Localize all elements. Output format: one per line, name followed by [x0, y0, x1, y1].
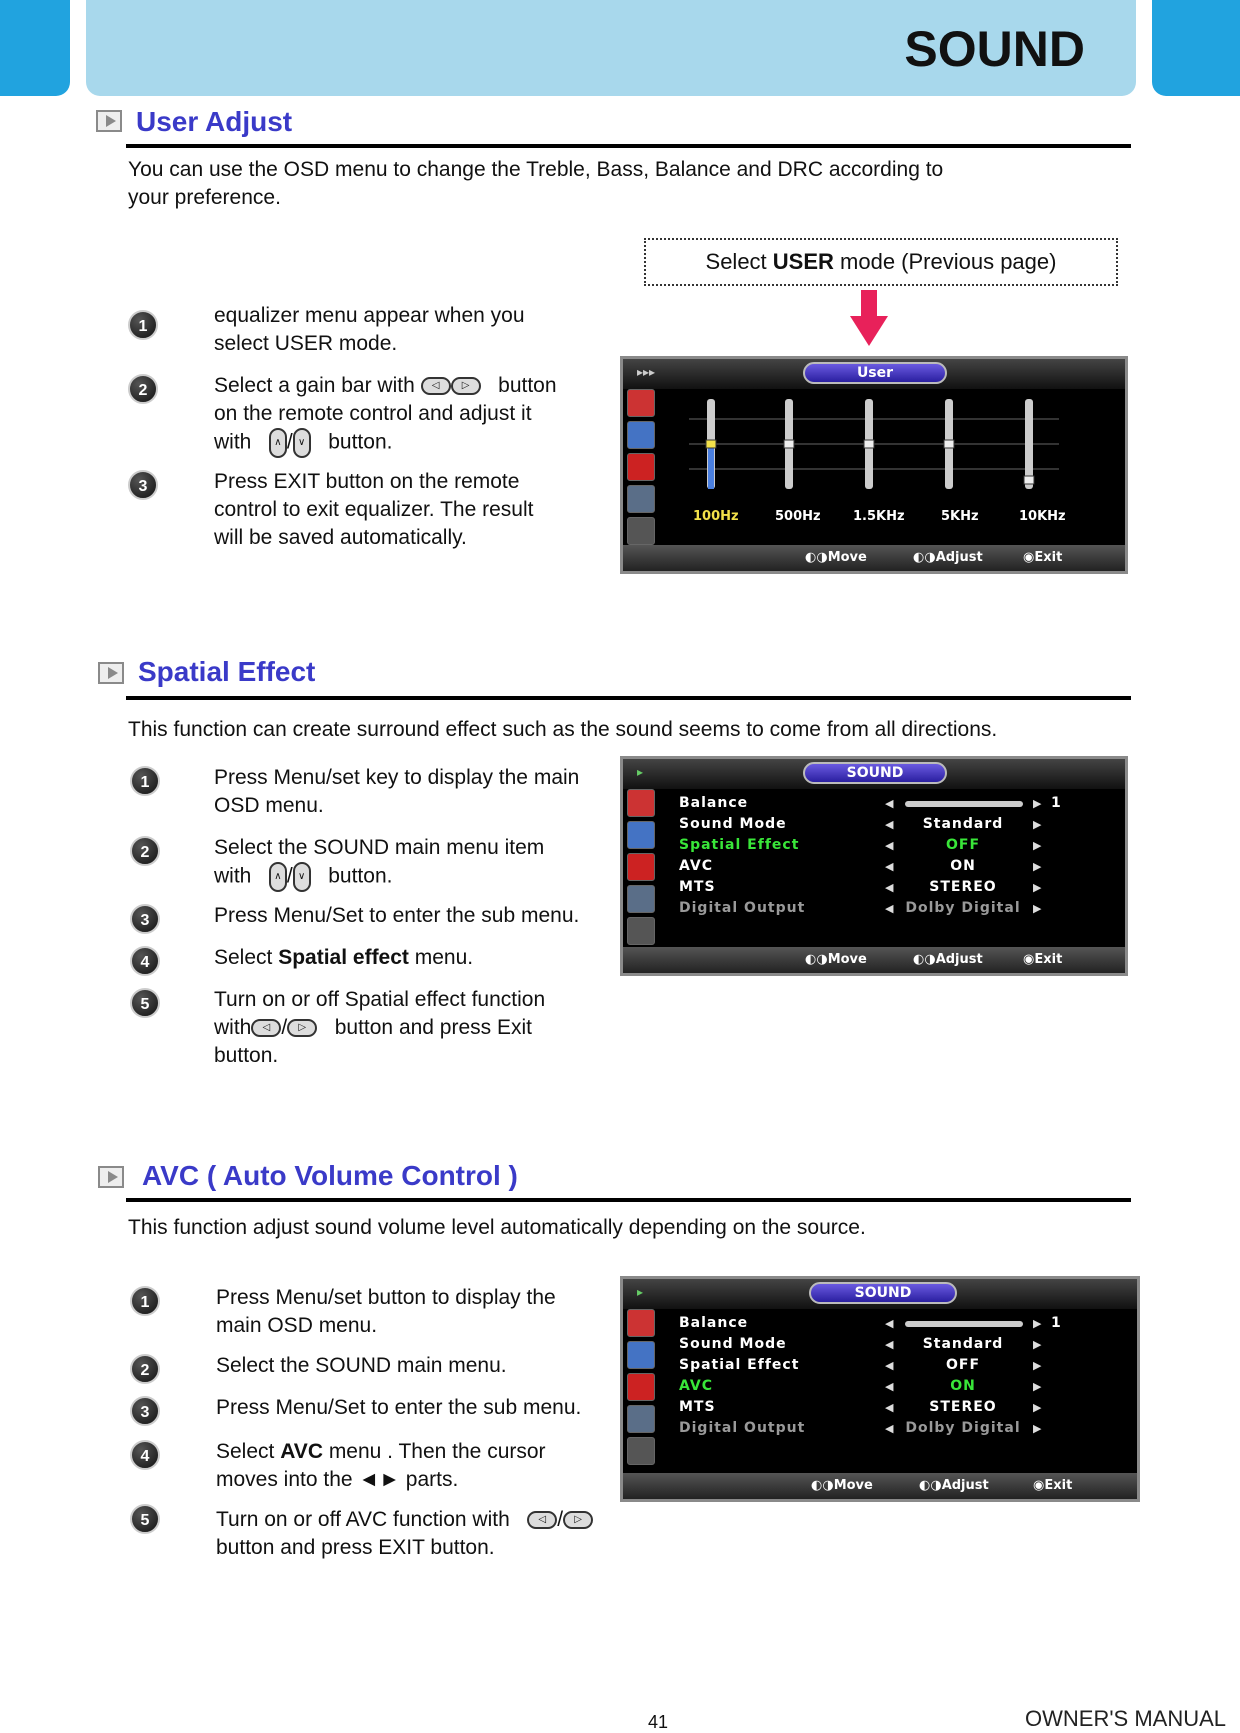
left-arrow-icon[interactable]: ◀ — [885, 1338, 894, 1351]
step-number: 3 — [130, 1396, 160, 1426]
adjust-hint: ◐◑ Adjust — [913, 947, 936, 973]
osd-menu-label[interactable]: Spatial Effect — [679, 1357, 800, 1373]
step-line: button. — [328, 430, 393, 454]
osd-title: User — [803, 362, 947, 384]
tv-menu-icon — [627, 1437, 655, 1465]
balance-slider[interactable] — [905, 801, 1023, 807]
band-label: 1.5KHz — [853, 509, 905, 524]
move-label: Move — [827, 550, 867, 565]
right-arrow-icon[interactable]: ▶ — [1033, 1422, 1042, 1435]
step-number: 3 — [128, 470, 158, 500]
step-number: 5 — [130, 988, 160, 1018]
osd-menu-label[interactable]: MTS — [679, 879, 716, 895]
band-label: 5KHz — [941, 509, 979, 524]
osd-arrows-icon: ▸▸▸ — [637, 365, 656, 379]
step-text — [214, 986, 619, 1070]
osd-menu-label[interactable]: AVC — [679, 858, 713, 874]
up-button-icon: ∧ — [269, 862, 287, 892]
left-arrow-icon[interactable]: ◀ — [885, 797, 894, 810]
time-menu-icon — [627, 885, 655, 913]
callout-select-user — [644, 238, 1118, 286]
header-left-tab — [0, 0, 70, 96]
separator: / — [557, 1508, 564, 1531]
move-label: Move — [827, 952, 867, 967]
picture-menu-icon — [627, 789, 655, 817]
osd-menu-label[interactable]: Sound Mode — [679, 816, 787, 832]
step-text — [214, 302, 619, 358]
balance-slider[interactable] — [905, 1321, 1023, 1327]
step-line: moves into the ◄► parts. — [216, 1468, 459, 1491]
left-arrow-icon[interactable]: ◀ — [885, 818, 894, 831]
step-text: Press Menu/Set to enter the sub menu. — [214, 904, 580, 927]
osd-title: SOUND — [809, 1282, 957, 1304]
separator: / — [281, 1016, 288, 1039]
tv-menu-icon — [627, 917, 655, 945]
step-text — [214, 834, 619, 892]
step-line: menu. — [408, 946, 474, 969]
left-arrow-icon[interactable]: ◀ — [885, 1422, 894, 1435]
up-button-icon: ∧ — [269, 428, 287, 458]
balance-value: 1 — [1051, 1315, 1062, 1331]
osd-footer — [623, 947, 1125, 973]
adjust-label: Adjust — [941, 1478, 989, 1493]
right-arrow-icon[interactable]: ▶ — [1033, 860, 1042, 873]
band-label: 500Hz — [775, 509, 821, 524]
osd-side-menu — [627, 389, 657, 549]
sound-menu-icon — [627, 821, 655, 849]
right-button-icon: ▷ — [451, 377, 481, 395]
osd-title: SOUND — [803, 762, 947, 784]
page-number: 41 — [648, 1712, 669, 1732]
step-line: Select a gain bar with — [214, 374, 415, 397]
step-line: menu . Then the cursor — [322, 1440, 546, 1463]
osd-menu-value: Dolby Digital — [905, 900, 1021, 916]
adjust-hint: ◐◑ Adjust — [913, 545, 936, 571]
exit-label: Exit — [1034, 952, 1063, 967]
step-number: 2 — [128, 374, 158, 404]
osd-menu-label[interactable]: Digital Output — [679, 900, 806, 916]
left-arrow-icon[interactable]: ◀ — [885, 1401, 894, 1414]
page-title: SOUND — [904, 21, 1085, 77]
section-title-spatial: Spatial Effect — [138, 656, 316, 687]
step-text — [216, 1284, 621, 1340]
spatial-intro: This function can create surround effect such as the sound seems to come from all directions. — [128, 718, 998, 741]
move-label: Move — [833, 1478, 873, 1493]
exit-hint: ◉ Exit — [1033, 1473, 1044, 1499]
equalizer-bars — [689, 399, 1109, 489]
section-rule — [126, 696, 1131, 700]
manual-label: OWNER'S MANUAL — [1025, 1706, 1226, 1731]
step-number: 3 — [130, 904, 160, 934]
adjust-label: Adjust — [935, 952, 983, 967]
intro-line-2: your preference. — [128, 186, 281, 209]
osd-menu-label[interactable]: Balance — [679, 1315, 749, 1331]
osd-side-menu — [627, 1309, 657, 1469]
play-icon — [98, 662, 124, 684]
setup-menu-icon — [627, 853, 655, 881]
right-arrow-icon[interactable]: ▶ — [1033, 1401, 1042, 1414]
step-text — [216, 1506, 646, 1562]
step-number: 2 — [130, 1354, 160, 1384]
right-arrow-icon[interactable]: ▶ — [1033, 1359, 1042, 1372]
section-title-avc: AVC ( Auto Volume Control ) — [142, 1160, 518, 1191]
step-number: 4 — [130, 946, 160, 976]
step-line: Turn on or off Spatial effect function — [214, 988, 546, 1011]
left-arrow-icon[interactable]: ◀ — [885, 902, 894, 915]
step-line: with — [214, 1016, 252, 1039]
right-arrow-icon[interactable]: ▶ — [1033, 902, 1042, 915]
osd-sound-screen-avc — [620, 1276, 1140, 1502]
step-line: button — [498, 374, 557, 397]
osd-menu-label[interactable]: Spatial Effect — [679, 837, 800, 853]
time-menu-icon — [627, 485, 655, 513]
right-arrow-icon[interactable]: ▶ — [1033, 818, 1042, 831]
right-arrow-icon[interactable]: ▶ — [1033, 797, 1042, 810]
eq-knob[interactable] — [864, 440, 874, 448]
step-text — [216, 1438, 621, 1494]
osd-arrow-icon: ▸ — [637, 1285, 644, 1299]
separator: / — [286, 864, 293, 888]
band-label: 100Hz — [693, 509, 739, 524]
step-line: will be saved automatically. — [214, 526, 467, 549]
move-hint: ◐◑ Move — [811, 1473, 834, 1499]
osd-menu-label[interactable]: MTS — [679, 1399, 716, 1415]
right-arrow-icon[interactable]: ▶ — [1033, 881, 1042, 894]
osd-user-screen — [620, 356, 1128, 574]
band-label: 10KHz — [1019, 509, 1066, 524]
step-line: equalizer menu appear when you — [214, 304, 525, 327]
step-text: Press Menu/Set to enter the sub menu. — [216, 1396, 582, 1419]
sound-menu-icon — [627, 1341, 655, 1369]
right-arrow-icon[interactable]: ▶ — [1033, 1317, 1042, 1330]
right-arrow-icon[interactable]: ▶ — [1033, 1380, 1042, 1393]
right-button-icon: ▷ — [287, 1019, 317, 1037]
osd-menu-value: OFF — [945, 1357, 981, 1373]
play-icon — [96, 110, 122, 132]
left-arrow-icon[interactable]: ◀ — [885, 881, 894, 894]
step-text — [214, 372, 619, 458]
down-button-icon: ∨ — [293, 862, 311, 892]
step-text — [214, 468, 619, 552]
osd-menu-value: Dolby Digital — [905, 1420, 1021, 1436]
step-line: button. — [328, 864, 393, 888]
callout-bold: USER — [772, 249, 834, 274]
osd-menu-label[interactable]: Balance — [679, 795, 749, 811]
osd-menu-value: Standard — [922, 816, 1004, 832]
header-right-tab — [1152, 0, 1240, 96]
down-arrow-icon — [850, 290, 888, 346]
eq-knob[interactable] — [706, 440, 716, 448]
play-icon — [98, 1166, 124, 1188]
eq-knob[interactable] — [1024, 476, 1034, 484]
osd-menu-label[interactable]: Digital Output — [679, 1420, 806, 1436]
step-line: Press Menu/set button to display the — [216, 1286, 556, 1309]
right-arrow-icon[interactable]: ▶ — [1033, 1338, 1042, 1351]
step-line: Select — [216, 1440, 281, 1463]
left-button-icon: ◁ — [421, 377, 451, 395]
eq-knob[interactable] — [944, 440, 954, 448]
section-rule — [126, 1198, 1131, 1202]
step-line: button. — [214, 1044, 279, 1067]
exit-hint: ◉ Exit — [1023, 947, 1034, 973]
step-bold: AVC — [280, 1440, 323, 1463]
step-line: Turn on or off AVC function with — [216, 1508, 510, 1531]
left-arrow-icon[interactable]: ◀ — [885, 860, 894, 873]
avc-intro: This function adjust sound volume level automatically depending on the source. — [128, 1216, 866, 1239]
adjust-label: Adjust — [935, 550, 983, 565]
osd-footer — [623, 1473, 1137, 1499]
right-arrow-icon[interactable]: ▶ — [1033, 839, 1042, 852]
exit-hint: ◉ Exit — [1023, 545, 1034, 571]
section-rule — [126, 144, 1131, 148]
osd-menu-value: ON — [950, 1378, 976, 1394]
setup-menu-icon — [627, 453, 655, 481]
left-arrow-icon[interactable]: ◀ — [885, 1359, 894, 1372]
osd-menu-label[interactable]: AVC — [679, 1378, 713, 1394]
step-text — [214, 944, 619, 972]
step-line: main OSD menu. — [216, 1314, 378, 1337]
step-text: Select the SOUND main menu. — [216, 1354, 507, 1377]
step-line: OSD menu. — [214, 794, 324, 817]
left-arrow-icon[interactable]: ◀ — [885, 1380, 894, 1393]
left-arrow-icon[interactable]: ◀ — [885, 1317, 894, 1330]
separator: / — [286, 430, 293, 454]
osd-sound-screen-spatial — [620, 756, 1128, 976]
osd-menu-value: OFF — [945, 837, 981, 853]
section-title-user-adjust: User Adjust — [136, 106, 293, 137]
sound-menu-icon — [627, 421, 655, 449]
osd-menu-label[interactable]: Sound Mode — [679, 1336, 787, 1352]
osd-menu-value: Standard — [922, 1336, 1004, 1352]
step-number: 1 — [130, 1286, 160, 1316]
step-line: button and press Exit — [334, 1016, 533, 1039]
intro-line-1: You can use the OSD menu to change the Treble, Bass, Balance and DRC according to — [128, 158, 944, 181]
move-hint: ◐◑ Move — [805, 947, 828, 973]
step-line: with — [214, 430, 252, 454]
osd-side-menu — [627, 789, 657, 949]
step-line: select USER mode. — [214, 332, 398, 355]
step-line: Select the SOUND main menu item — [214, 836, 545, 859]
picture-menu-icon — [627, 1309, 655, 1337]
osd-footer — [623, 545, 1125, 571]
step-number: 1 — [130, 766, 160, 796]
eq-fill — [708, 444, 714, 489]
step-number: 4 — [130, 1440, 160, 1470]
right-button-icon: ▷ — [563, 1511, 593, 1529]
step-line: Press EXIT button on the remote — [214, 470, 520, 493]
step-line: Press Menu/set key to display the main — [214, 766, 580, 789]
exit-label: Exit — [1044, 1478, 1073, 1493]
adjust-hint: ◐◑ Adjust — [919, 1473, 942, 1499]
left-button-icon: ◁ — [527, 1511, 557, 1529]
step-line: on the remote control and adjust it — [214, 402, 532, 425]
picture-menu-icon — [627, 389, 655, 417]
exit-label: Exit — [1034, 550, 1063, 565]
left-button-icon: ◁ — [251, 1019, 281, 1037]
step-line: control to exit equalizer. The result — [214, 498, 534, 521]
step-bold: Spatial effect — [278, 946, 409, 969]
osd-menu-value: ON — [950, 858, 976, 874]
setup-menu-icon — [627, 1373, 655, 1401]
step-number: 1 — [128, 310, 158, 340]
step-text — [214, 764, 619, 820]
balance-value: 1 — [1051, 795, 1062, 811]
step-line: button and press EXIT button. — [216, 1536, 495, 1559]
osd-arrow-icon: ▸ — [637, 765, 644, 779]
step-number: 2 — [130, 836, 160, 866]
osd-menu-value: STEREO — [929, 1399, 997, 1415]
move-hint: ◐◑ Move — [805, 545, 828, 571]
tv-menu-icon — [627, 517, 655, 545]
left-arrow-icon[interactable]: ◀ — [885, 839, 894, 852]
osd-menu-value: STEREO — [929, 879, 997, 895]
eq-knob[interactable] — [784, 440, 794, 448]
step-line: with — [214, 864, 252, 888]
step-line: Select — [214, 946, 279, 969]
callout-suffix: mode (Previous page) — [833, 249, 1057, 274]
down-button-icon: ∨ — [293, 428, 311, 458]
time-menu-icon — [627, 1405, 655, 1433]
step-number: 5 — [130, 1504, 160, 1534]
callout-prefix: Select — [705, 249, 773, 274]
